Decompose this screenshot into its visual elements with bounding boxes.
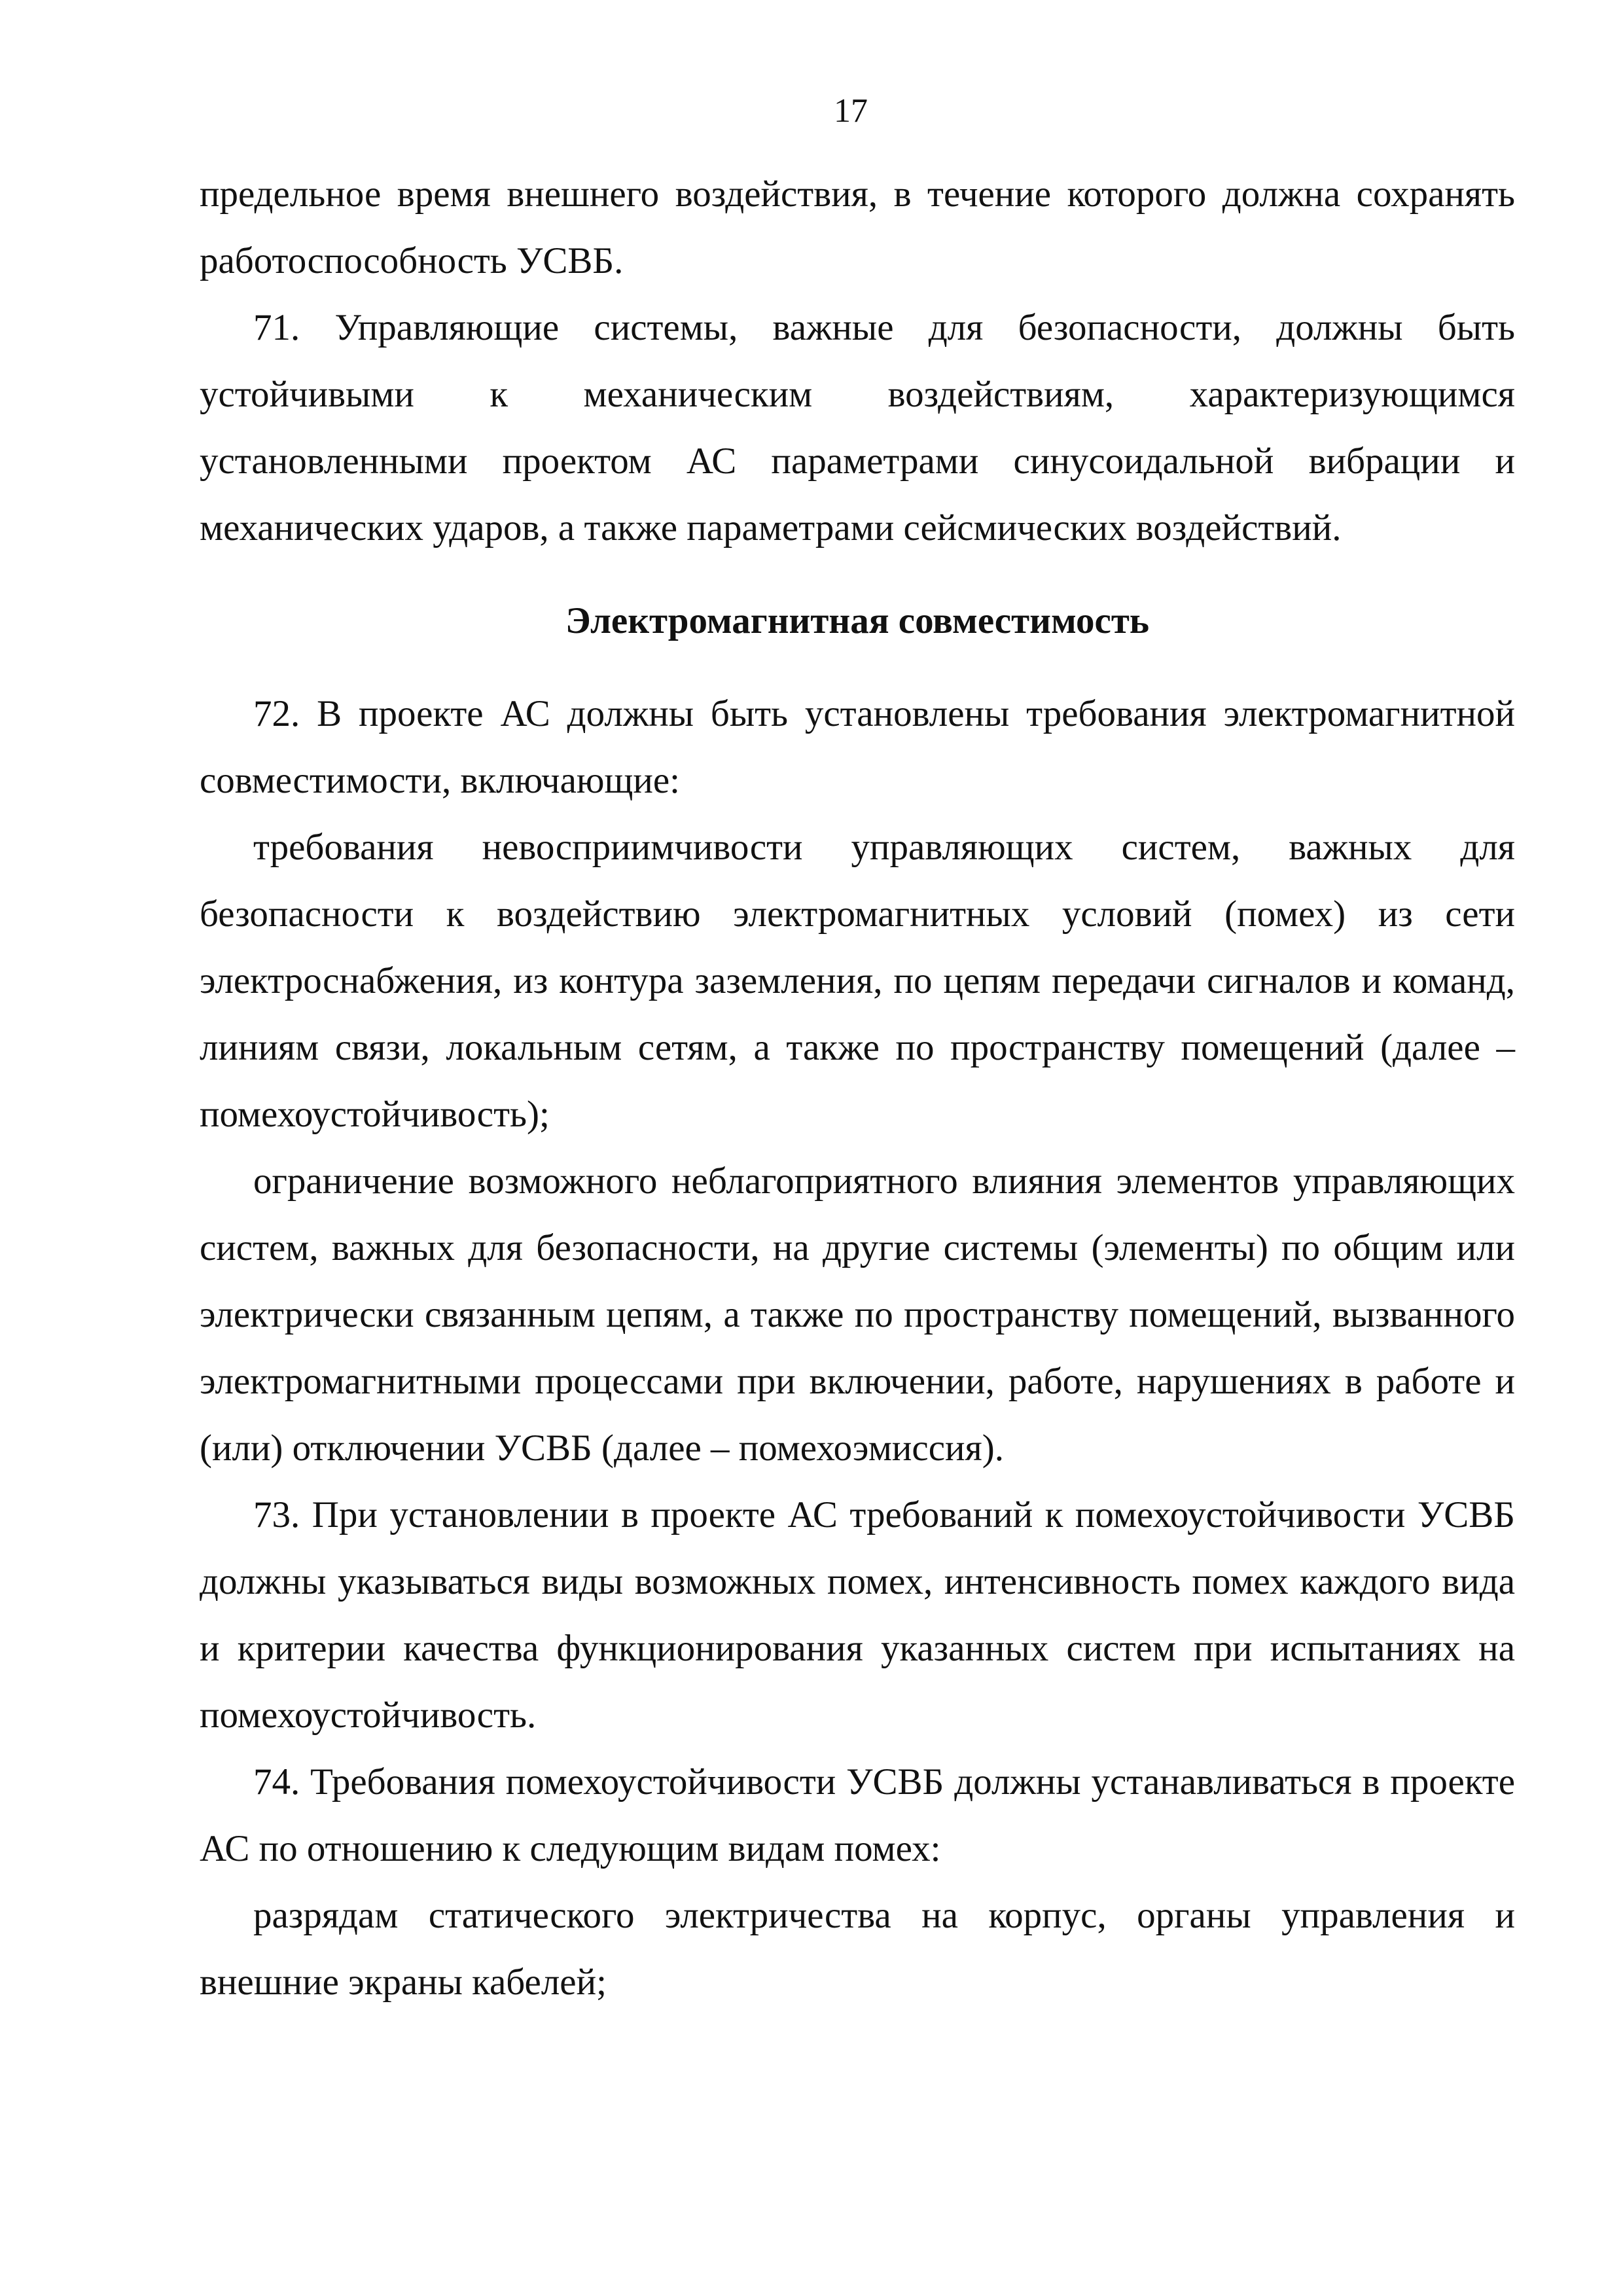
paragraph-73: 73. При установлении в проекте АС требований к помехоустойчивости УСВБ должны указываться виды возможных помех, интенсивность помех каждого вида и критерии качества функционирования указанных систем при испытаниях на помехоустойчивость. <box>200 1494 1515 1736</box>
section-heading: Электромагнитная совместимость <box>565 600 1149 641</box>
page-body <box>200 161 1515 2016</box>
paragraph-continuation: предельное время внешнего воздействия, в течение которого должна сохранять работоспособность УСВБ. <box>200 173 1515 281</box>
paragraph-74-item-static: разрядам статического электричества на корпус, органы управления и внешние экраны кабелей; <box>200 1895 1515 2003</box>
paragraph-72-item-immunity: требования невосприимчивости управляющих систем, важных для безопасности к воздействию электромагнитных условий (помех) из сети электроснабжения, из контура заземления, по цепям передачи сигналов и команд, линиям связи, локальным сетям, а также по пространству помещений (далее – помехоустойчивость); <box>200 827 1515 1135</box>
paragraph-72-item-emission: ограничение возможного неблагоприятного влияния элементов управляющих систем, важных для безопасности, на другие системы (элементы) по общим или электрически связанным цепям, а также по пространству помещений, вызванного электромагнитными процессами при включении, работе, нарушениях в работе и (или) отключении УСВБ (далее – помехоэмиссия). <box>200 1160 1515 1469</box>
paragraph-74: 74. Требования помехоустойчивости УСВБ должны устанавливаться в проекте АС по отношению к следующим видам помех: <box>200 1761 1515 1869</box>
paragraph-71: 71. Управляющие системы, важные для безопасности, должны быть устойчивыми к механическим воздействиям, характеризующимся установленными проектом АС параметрами синусоидальной вибрации и механических ударов, а также параметрами сейсмических воздействий. <box>200 307 1515 548</box>
paragraph-72: 72. В проекте АС должны быть установлены требования электромагнитной совместимости, включающие: <box>200 693 1515 801</box>
page-number: 17 <box>834 92 868 130</box>
